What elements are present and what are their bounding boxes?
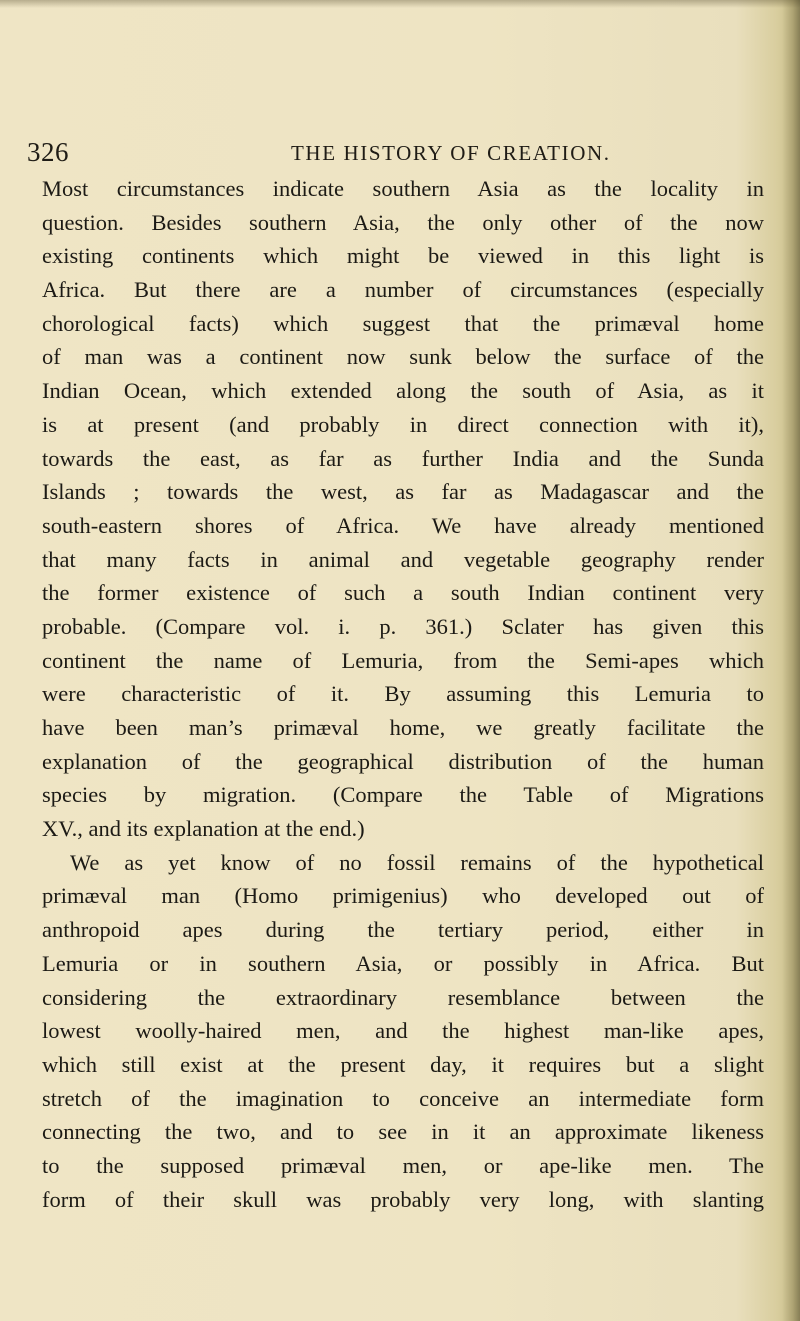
text-line: form of their skull was probably very long, with slanting bbox=[42, 1186, 764, 1212]
text-line: Indian Ocean, which extended along the south of Asia, as it bbox=[42, 378, 764, 404]
body-text bbox=[42, 172, 764, 1216]
text-line: Islands ; towards the west, as far as Madagascar and the bbox=[42, 479, 764, 505]
text-line: lowest woolly-haired men, and the highest man-like apes, bbox=[42, 1018, 764, 1044]
text-line: existing continents which might be viewed in this light is bbox=[42, 243, 764, 269]
text-line: XV., and its explanation at the end.) bbox=[42, 816, 365, 842]
text-line: chorological facts) which suggest that the primæval home bbox=[42, 310, 764, 336]
text-line: anthropoid apes during the tertiary period, either in bbox=[42, 917, 764, 943]
page-number: 326 bbox=[27, 137, 69, 167]
page-edge-shadow bbox=[782, 0, 800, 1321]
text-line: to the supposed primæval men, or ape-like men. The bbox=[42, 1152, 764, 1178]
text-line: continent the name of Lemuria, from the Semi-apes which bbox=[42, 647, 764, 673]
running-head bbox=[27, 137, 767, 177]
text-line: towards the east, as far as further India and the Sunda bbox=[42, 445, 764, 471]
text-line: question. Besides southern Asia, the only other of the now bbox=[42, 209, 764, 235]
text-line: have been man’s primæval home, we greatly facilitate the bbox=[42, 715, 764, 740]
text-line: We as yet know of no fossil remains of the hypothetical bbox=[70, 849, 764, 875]
text-line: connecting the two, and to see in it an approximate likeness bbox=[42, 1119, 764, 1145]
text-line: Africa. But there are a number of circumstances (especially bbox=[42, 277, 764, 303]
text-line: Lemuria or in southern Asia, or possibly in Africa. But bbox=[42, 950, 764, 976]
text-line: that many facts in animal and vegetable geography render bbox=[42, 546, 764, 572]
text-line: primæval man (Homo primigenius) who developed out of bbox=[42, 883, 764, 909]
paragraph-1 bbox=[42, 172, 764, 846]
text-line: species by migration. (Compare the Table of Migrations bbox=[42, 782, 764, 808]
text-line: were characteristic of it. By assuming this Lemuria to bbox=[42, 681, 764, 707]
text-line: stretch of the imagination to conceive an intermediate form bbox=[42, 1085, 764, 1111]
text-line: is at present (and probably in direct connection with it), bbox=[42, 411, 764, 437]
text-line: probable. (Compare vol. i. p. 361.) Sclater has given this bbox=[42, 613, 764, 639]
text-line: which still exist at the present day, it requires but a slight bbox=[42, 1051, 764, 1077]
text-line: considering the extraordinary resemblance between the bbox=[42, 984, 764, 1010]
page-top-edge bbox=[0, 0, 800, 8]
text-line: Most circumstances indicate southern Asia as the locality in bbox=[42, 176, 764, 201]
text-line: of man was a continent now sunk below the surface of the bbox=[42, 344, 764, 370]
text-line: the former existence of such a south Indian continent very bbox=[42, 580, 764, 606]
running-title: THE HISTORY OF CREATION. bbox=[291, 141, 611, 165]
text-line: explanation of the geographical distribution of the human bbox=[42, 748, 764, 774]
paragraph-2 bbox=[42, 846, 764, 1217]
text-line: south-eastern shores of Africa. We have already mentioned bbox=[42, 512, 764, 538]
